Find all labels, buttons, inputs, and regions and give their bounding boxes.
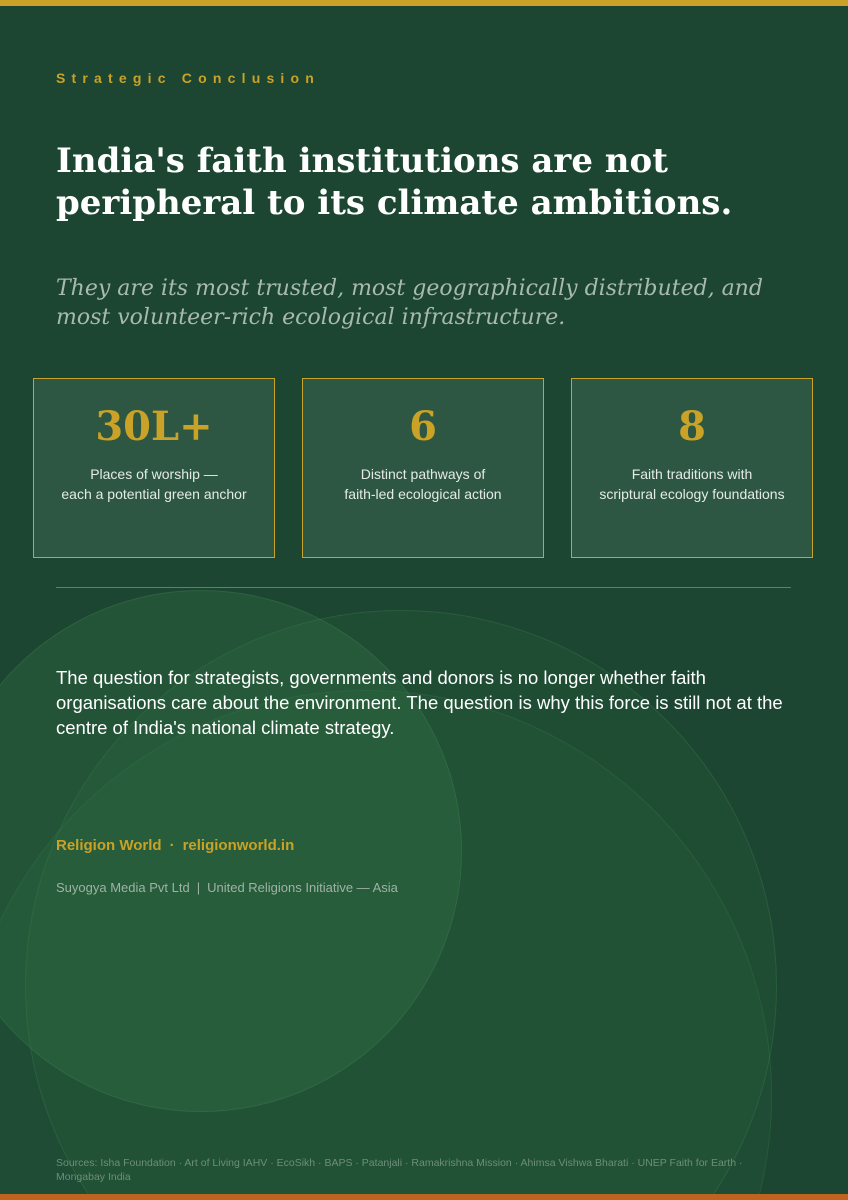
stat-value: 8 [678,403,706,450]
stat-value: 30L+ [95,403,213,450]
stat-label: Places of worship — each a potential green anchor [61,466,247,502]
brand-separator: · [169,837,175,854]
conclusion-body: The question for strategists, governments and donors is no longer whether faith organisations care about the environment. The question is why this force is still not at the centre of India's national climate strategy. [56,667,783,738]
partner-name: United Religions Initiative — Asia [207,880,398,895]
stat-card-pathways [302,378,544,558]
stat-card-worship [33,378,275,558]
brand-line [56,837,294,854]
brand-website-link[interactable]: religionworld.in [182,837,295,854]
credits-separator: | [196,880,201,895]
stat-label: Faith traditions with scriptural ecology foundations [599,466,785,502]
credits-line [56,880,398,895]
stat-card-traditions [571,378,813,558]
publisher-name: Suyogya Media Pvt Ltd [56,880,190,895]
section-eyebrow: Strategic Conclusion [56,70,321,86]
top-accent-bar [0,0,848,6]
subheadline: They are its most trusted, most geographically distributed, and most volunteer-rich ecological infrastructure. [56,276,763,330]
stat-label: Distinct pathways of faith-led ecological action [344,466,502,502]
sources-note: Sources: Isha Foundation · Art of Living IAHV · EcoSikh · BAPS · Patanjali · Ramakrishna Mission · Ahimsa Vishwa Bharati · UNEP Faith for Earth · Mongabay India [56,1157,743,1183]
stat-value: 6 [409,403,437,450]
headline: India's faith institutions are not peripheral to its climate ambitions. [56,141,733,223]
brand-name: Religion World [56,837,162,854]
section-divider [56,587,791,588]
bottom-accent-bar [0,1194,848,1200]
